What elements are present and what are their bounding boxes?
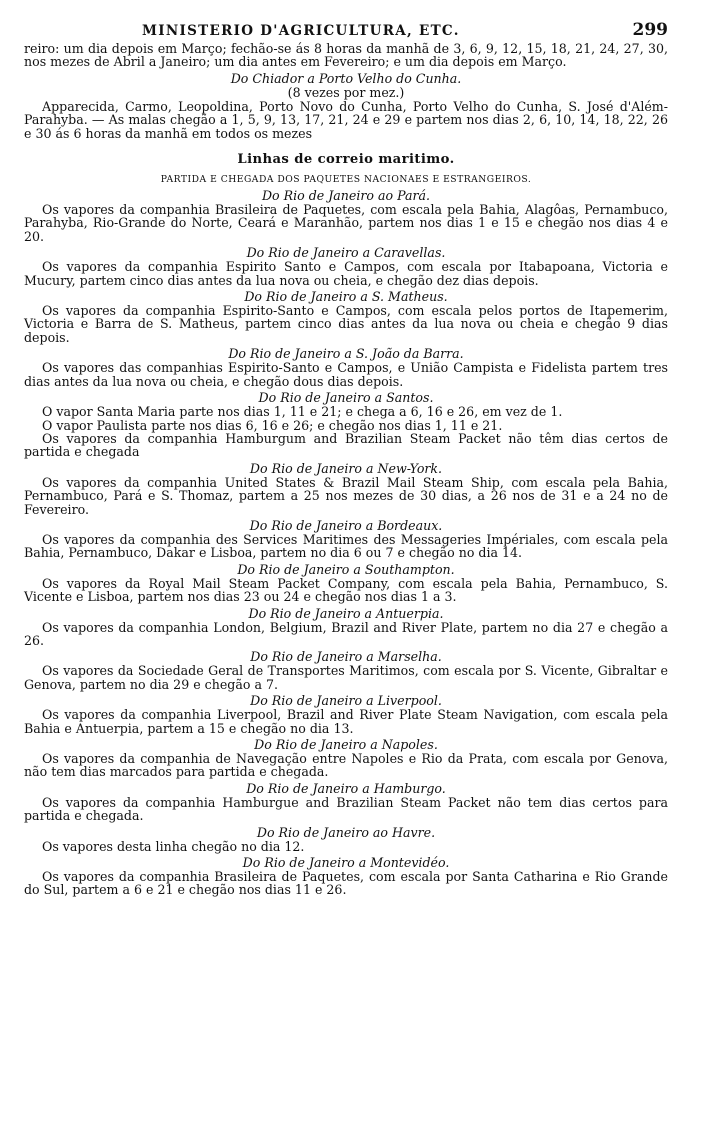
route-paragraph: Os vapores da companhia Espirito Santo e Campos, com escala por Itabapoana, Victoria e Mucury, partem cinco dias antes da lua nova ou cheia, e chegão dez dias depois. bbox=[24, 259, 668, 288]
route-heading: Do Rio de Janeiro a Montevidéo. bbox=[242, 855, 450, 871]
route-paragraph: Apparecida, Carmo, Leopoldina, Porto Novo do Cunha, Porto Velho do Cunha, S. José d'Além-Parahyba. — As malas chegão a 1, 5, 9, 13, 17, 21, 24 e 29 e partem nos dias 2, 6, 10, 14, 18, 22, 26 e 30 ás 6 horas da manhã em todos os mezes bbox=[24, 98, 668, 141]
route-paragraph: Os vapores das companhias Espirito-Santo e Campos, e União Campista e Fidelista partem tres dias antes da lua nova ou cheia, e chegão dous dias depois. bbox=[24, 360, 668, 389]
route-heading: Do Rio de Janeiro a Southampton. bbox=[237, 561, 455, 577]
route-heading: Do Rio de Janeiro a S. Matheus. bbox=[244, 289, 448, 305]
route-paragraph: Os vapores desta linha chegão no dia 12. bbox=[42, 838, 305, 854]
route-paragraph: Os vapores da companhia Liverpool, Brazil and River Plate Steam Navigation, com escala pela Bahia e Antuerpia, partem a 15 e chegão no dia 13. bbox=[24, 707, 668, 736]
route-heading: Do Rio de Janeiro ao Pará. bbox=[261, 188, 431, 204]
route-heading: Do Rio de Janeiro ao Havre. bbox=[256, 824, 436, 840]
page bbox=[24, 20, 668, 897]
page-number: 299 bbox=[632, 20, 668, 40]
route-paragraph: Os vapores da companhia Hamburgue and Brazilian Steam Packet não tem dias certos para partida e chegada. bbox=[24, 794, 668, 824]
route-paragraph: Os vapores da companhia de Navegação entre Napoles e Rio da Prata, com escala por Genova, não tem dias marcados para partida e chegada. bbox=[24, 751, 668, 780]
route-paragraph: Os vapores da companhia Brasileira de Paquetes, com escala pela Bahia, Alagôas, Pernambuco, Parahyba, Rio-Grande do Norte, Ceará e Maranhão, partem nos dias 1 e 15 e chegão nos dias 4 e 20. bbox=[24, 202, 668, 244]
running-head bbox=[24, 20, 668, 42]
route-heading: Do Rio de Janeiro a Bordeaux. bbox=[249, 517, 443, 533]
route-heading: Do Rio de Janeiro a Napoles. bbox=[254, 737, 438, 752]
route-heading: Do Rio de Janeiro a Hamburgo. bbox=[246, 780, 446, 796]
route-paragraph: Os vapores da companhia Hamburgum and Brazilian Steam Packet não têm dias certos de partida e chegada bbox=[24, 430, 668, 460]
route-paragraph: Os vapores da Royal Mail Steam Packet Company, com escala pela Bahia, Pernambuco, S. Vicente e Lisboa, partem nos dias 23 ou 24 e chegão nos dias 1 a 3. bbox=[24, 575, 668, 605]
route-frequency: (8 vezes por mez.) bbox=[287, 84, 405, 100]
route-heading: Do Rio de Janeiro a Marselha. bbox=[250, 649, 442, 665]
section-title: Linhas de correio maritimo. bbox=[237, 152, 455, 168]
route-heading: Do Chiador a Porto Velho do Cunha. bbox=[230, 70, 462, 86]
route-paragraph: Os vapores da companhia United States & Brazil Mail Steam Ship, com escala pela Bahia, Pernambuco, Pará e S. Thomaz, partem a 25 nos mezes de 30 dias, a 26 nos de 31 e a 24 no de Fevereiro. bbox=[24, 474, 668, 517]
route-heading: Do Rio de Janeiro a New-York. bbox=[249, 460, 443, 476]
route-paragraph: Os vapores da companhia Espirito-Santo e Campos, com escala pelos portos de Itapemerim, Victoria e Barra de S. Matheus, partem cinco dias antes da lua nova ou cheia e chegão 9 dias depois. bbox=[24, 303, 668, 345]
route-heading: Do Rio de Janeiro a Antuerpia. bbox=[248, 605, 444, 621]
section-subtitle: PARTIDA E CHEGADA DOS PAQUETES NACIONAES E ESTRANGEIROS. bbox=[160, 174, 532, 186]
route-heading: Do Rio de Janeiro a Caravellas. bbox=[246, 245, 446, 261]
route-paragraph: O vapor Santa Maria parte nos dias 1, 11 e 21; e chega a 6, 16 e 26, em vez de 1. bbox=[42, 404, 563, 420]
running-title: MINISTERIO D'AGRICULTURA, ETC. bbox=[142, 23, 460, 39]
route-heading: Do Rio de Janeiro a Santos. bbox=[258, 390, 434, 406]
route-heading: Do Rio de Janeiro a Liverpool. bbox=[250, 693, 442, 709]
route-paragraph: Os vapores da companhia des Services Maritimes des Messageries Impériales, com escala pela Bahia, Pernambuco, Dakar e Lisboa, partem no dia 6 ou 7 e chegão no dia 14. bbox=[24, 531, 668, 561]
route-paragraph: Os vapores da companhia Brasileira de Paquetes, com escala por Santa Catharina e Rio Grande do Sul, partem a 6 e 21 e chegão nos dias 11 e 26. bbox=[24, 869, 668, 898]
route-heading: Do Rio de Janeiro a S. João da Barra. bbox=[228, 346, 464, 362]
route-paragraph: Os vapores da companhia London, Belgium, Brazil and River Plate, partem no dia 27 e chegão a 26. bbox=[24, 619, 668, 648]
intro-paragraph: reiro: um dia depois em Março; fechão-se ás 8 horas da manhã de 3, 6, 9, 12, 15, 18, 21, 24, 27, 30, nos mezes de Abril a Janeiro; um dia antes em Fevereiro; e um dia depois em Março. bbox=[24, 41, 668, 70]
route-paragraph: Os vapores da Sociedade Geral de Transportes Maritimos, com escala por S. Vicente, Gibraltar e Genova, partem no dia 29 e chegão a 7. bbox=[24, 663, 668, 692]
route-paragraph: O vapor Paulista parte nos dias 6, 16 e 26; e chegão nos dias 1, 11 e 21. bbox=[42, 417, 503, 433]
